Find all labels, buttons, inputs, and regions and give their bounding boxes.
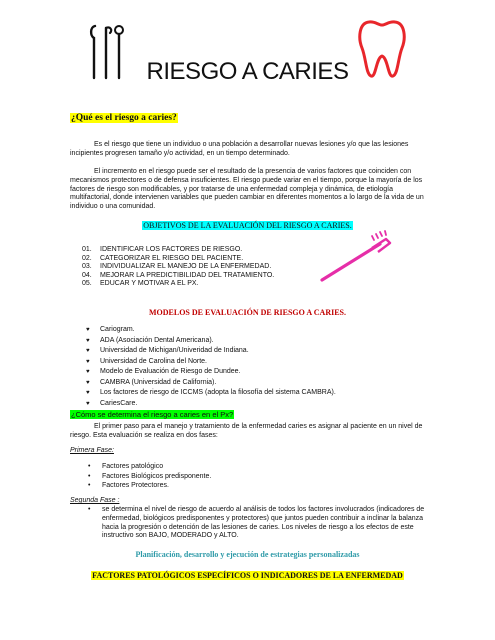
objective-number: 04. bbox=[82, 271, 92, 279]
model-item bbox=[86, 378, 336, 389]
heart-bullet-icon: ♥ bbox=[86, 379, 90, 386]
phase1-item bbox=[88, 472, 211, 482]
objective-text: MEJORAR LA PREDICTIBILIDAD DEL TRATAMIENTO. bbox=[100, 271, 275, 279]
determination-paragraph: El primer paso para el manejo y tratamiento de la enfermedad caries es asignar al paciente en un nivel de riesgo. Esta evaluación se realiza en dos fases: bbox=[70, 423, 423, 439]
objective-text: IDENTIFICAR LOS FACTORES DE RIESGO. bbox=[100, 246, 243, 253]
phase1-text: Factores Biológicos predisponente. bbox=[102, 472, 212, 480]
models-list bbox=[86, 325, 336, 409]
page-title: RIESGO A CARIES bbox=[146, 58, 349, 85]
heart-bullet-icon: ♥ bbox=[86, 358, 90, 365]
planning-heading: Planificación, desarrollo y ejecución de estrategias personalizadas bbox=[135, 550, 360, 559]
heart-bullet-icon: ♥ bbox=[86, 390, 90, 396]
objective-text: INDIVIDUALIZAR EL MANEJO DE LA ENFERMEDAD. bbox=[100, 263, 272, 271]
objectives-list bbox=[82, 246, 274, 289]
model-text: Modelo de Evaluación de Riesgo de Dundee. bbox=[100, 368, 241, 375]
heart-bullet-icon: ♥ bbox=[86, 327, 90, 333]
objective-item bbox=[82, 263, 274, 272]
model-text: Universidad de Michigan/Univeridad de Indiana. bbox=[100, 347, 249, 354]
model-item bbox=[86, 388, 336, 399]
objective-text: EDUCAR Y MOTIVAR A EL PX. bbox=[100, 280, 199, 288]
model-text: ADA (Asociación Dental Americana). bbox=[100, 336, 214, 344]
toothbrush-icon bbox=[316, 226, 396, 286]
objective-item bbox=[82, 246, 274, 255]
objective-number: 01. bbox=[82, 246, 92, 253]
definition-paragraph: Es el riesgo que tiene un individuo o una población a desarrollar nuevas lesiones y/o que las lesiones incipientes progresen tamaño y/o actividad, en un tiempo determinado. bbox=[70, 141, 409, 157]
models-heading: MODELOS DE EVALUACIÓN DE RIESGO A CARIES. bbox=[148, 308, 346, 317]
model-text: Universidad de Carolina del Norte. bbox=[100, 357, 207, 365]
model-item bbox=[86, 336, 336, 347]
heart-bullet-icon: ♥ bbox=[86, 400, 90, 407]
objective-item bbox=[82, 272, 274, 281]
model-item bbox=[86, 367, 336, 378]
phase2-item bbox=[88, 506, 434, 541]
bullet-icon: • bbox=[88, 482, 91, 489]
phase2-label: Segunda Fase : bbox=[70, 497, 120, 504]
heart-bullet-icon: ♥ bbox=[86, 337, 90, 344]
increment-paragraph: El incremento en el riesgo puede ser el resultado de la presencia de varios factores que coinciden con mecanismos protectores o de defensa insuficientes. El riesgo puede variar en el tiempo, porque la mayoría de los factores de riesgo son modificables, y por tratarse de una enfermedad compleja y dinámica, de etiología multifactorial, donde intervienen variables que pueden cambiar en diferentes momentos a lo largo de la vida de un individuo o una comunidad. bbox=[70, 168, 424, 211]
objective-item bbox=[82, 255, 274, 264]
factors-heading: FACTORES PATOLÓGICOS ESPECÍFICOS O INDICADORES DE LA ENFERMEDAD bbox=[92, 571, 403, 580]
objective-text: CATEGORIZAR EL RIESGO DEL PACIENTE. bbox=[100, 254, 244, 262]
model-item bbox=[86, 357, 336, 368]
section-question bbox=[70, 107, 178, 125]
phase1-list bbox=[88, 462, 211, 491]
objective-number: 05. bbox=[82, 280, 92, 288]
question-what-is-risk: ¿Qué es el riesgo a caries? bbox=[71, 113, 177, 123]
model-text: CariesCare. bbox=[100, 399, 138, 407]
objective-item bbox=[82, 280, 274, 289]
heart-bullet-icon: ♥ bbox=[86, 348, 90, 354]
bullet-icon: • bbox=[88, 506, 91, 513]
bullet-icon: • bbox=[88, 463, 91, 470]
objectives-heading: OBJETIVOS DE LA EVALUACIÓN DEL RIESGO A CARIES. bbox=[143, 221, 352, 230]
objective-number: 02. bbox=[82, 254, 92, 262]
heart-bullet-icon: ♥ bbox=[86, 369, 90, 375]
phase1-item bbox=[88, 462, 211, 472]
model-text: Los factores de riesgo de ICCMS (adopta la filosofía del sistema CAMBRA). bbox=[100, 389, 336, 396]
model-item bbox=[86, 346, 336, 357]
phase1-text: Factores Protectores. bbox=[102, 482, 169, 489]
phase1-item bbox=[88, 481, 211, 491]
determination-question: ¿Cómo se determina el riesgo a caries en el Px? bbox=[71, 410, 234, 419]
model-item bbox=[86, 325, 336, 336]
phase1-text: Factores patológico bbox=[102, 463, 164, 470]
model-text: Cariogram. bbox=[100, 326, 135, 333]
model-text: CAMBRA (Universidad de California). bbox=[100, 378, 217, 386]
bullet-icon: • bbox=[88, 472, 91, 480]
objective-number: 03. bbox=[82, 263, 92, 271]
phase1-label: Primera Fase: bbox=[70, 447, 114, 454]
phase2-text: se determina el nivel de riesgo de acuerdo al análisis de todos los factores involucrados (indicadores de enfermedad, biológicos predisponentes y protectores) que juntos pueden contribuir a inclinar la balanza hacia la progresión o detención de las lesiones de caries. Los niveles de riesgo a los efectos de este instructivo son BAJO, MODERADO y ALTO. bbox=[102, 506, 425, 540]
